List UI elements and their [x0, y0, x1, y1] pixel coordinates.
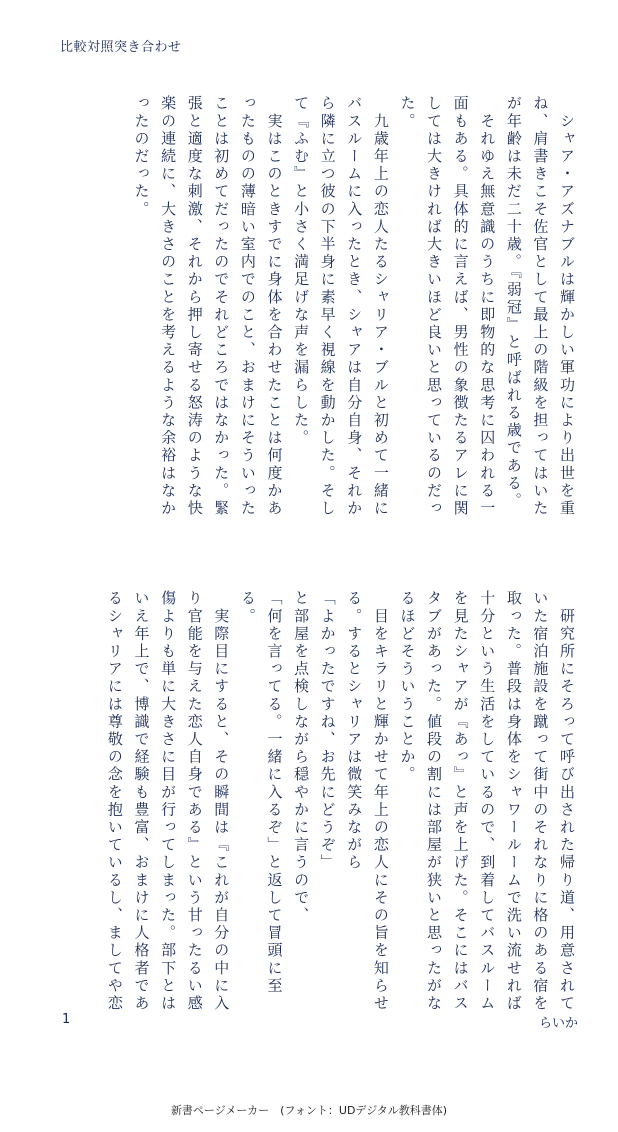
paragraph: 実際目にすると、その瞬間は『これが自分の中に入り官能を与えた恋人自身である』という甘ったるい感傷よりも単に大きさに目が行ってしまった。部下とはいえ年上で、博識で経験も豊富、おまけに人格者であるシャリアには尊敬の念を抱いているし、ましてや恋: [105, 590, 231, 1013]
paragraph: 研究所にそろって呼び出された帰り道、用意されていた宿泊施設を蹴って街中のそれなりに格のある宿を取った。普段は身体をシャワールームで洗い流せれば十分という生活をしているので、到着してバスルームを見たシャアが『あっ』と声を上げた。そこにはバスタブがあった。値段の割には部屋が狭いと思ったがなるほどそういうことか。: [398, 590, 576, 1013]
dialogue-line: 「よかったですね、お先にどうぞ」: [318, 590, 337, 872]
author-name: らいか: [538, 1016, 578, 1031]
paragraph: それゆえ無意識のうちに即物的な思考に囚われる一面もある。具体的に言えば、男性の象徴たるアレに関しては大きければ大きいほど良いと思っているのだった。: [398, 95, 497, 518]
footer-credit: 新書ページメーカー (フォント：UDデジタル教科書体): [170, 1104, 448, 1117]
dialogue-line: 「何を言ってる。一緒に入るぞ」と返して冒頭に至る。: [238, 590, 284, 995]
page-number: 1: [62, 1012, 71, 1027]
page-title: 比較対照突き合わせ: [60, 40, 182, 55]
paragraph: シャア・アズナブルは輝かしい軍功により出世を重ね、肩書きこそ佐官として最上の階級を担ってはいたが年齢は未だ二十歳。『弱冠』と呼ばれる歳である。: [504, 95, 576, 518]
paragraph: 実はこのときすでに身体を合わせたことは何度かあったものの薄暗い室内でのこと、おまけにそういったことは初めてだったのでそれどころではなかった。緊張と適度な刺激、それから押し寄せる怒涛のような快楽の連続に、大きさのことを考えるような余裕はなかったのだった。: [132, 95, 284, 518]
paragraph: 目をキラリと輝かせて年上の恋人にその旨を知らせる。するとシャリアは微笑みながら: [345, 590, 390, 1013]
paragraph: と部屋を点検しながら穏やかに言うので、: [292, 590, 311, 925]
paragraph: 九歳年上の恋人たるシャリア・ブルと初めて一緒にバスルームに入ったとき、シャアは自分自身、それから隣に立つ彼の下半身に素早く視線を動かした。そして『ふむ』と小さく満足げな声を漏らした。: [292, 95, 390, 518]
text-block-top: [60, 95, 580, 530]
text-block-bottom: [60, 590, 580, 1025]
